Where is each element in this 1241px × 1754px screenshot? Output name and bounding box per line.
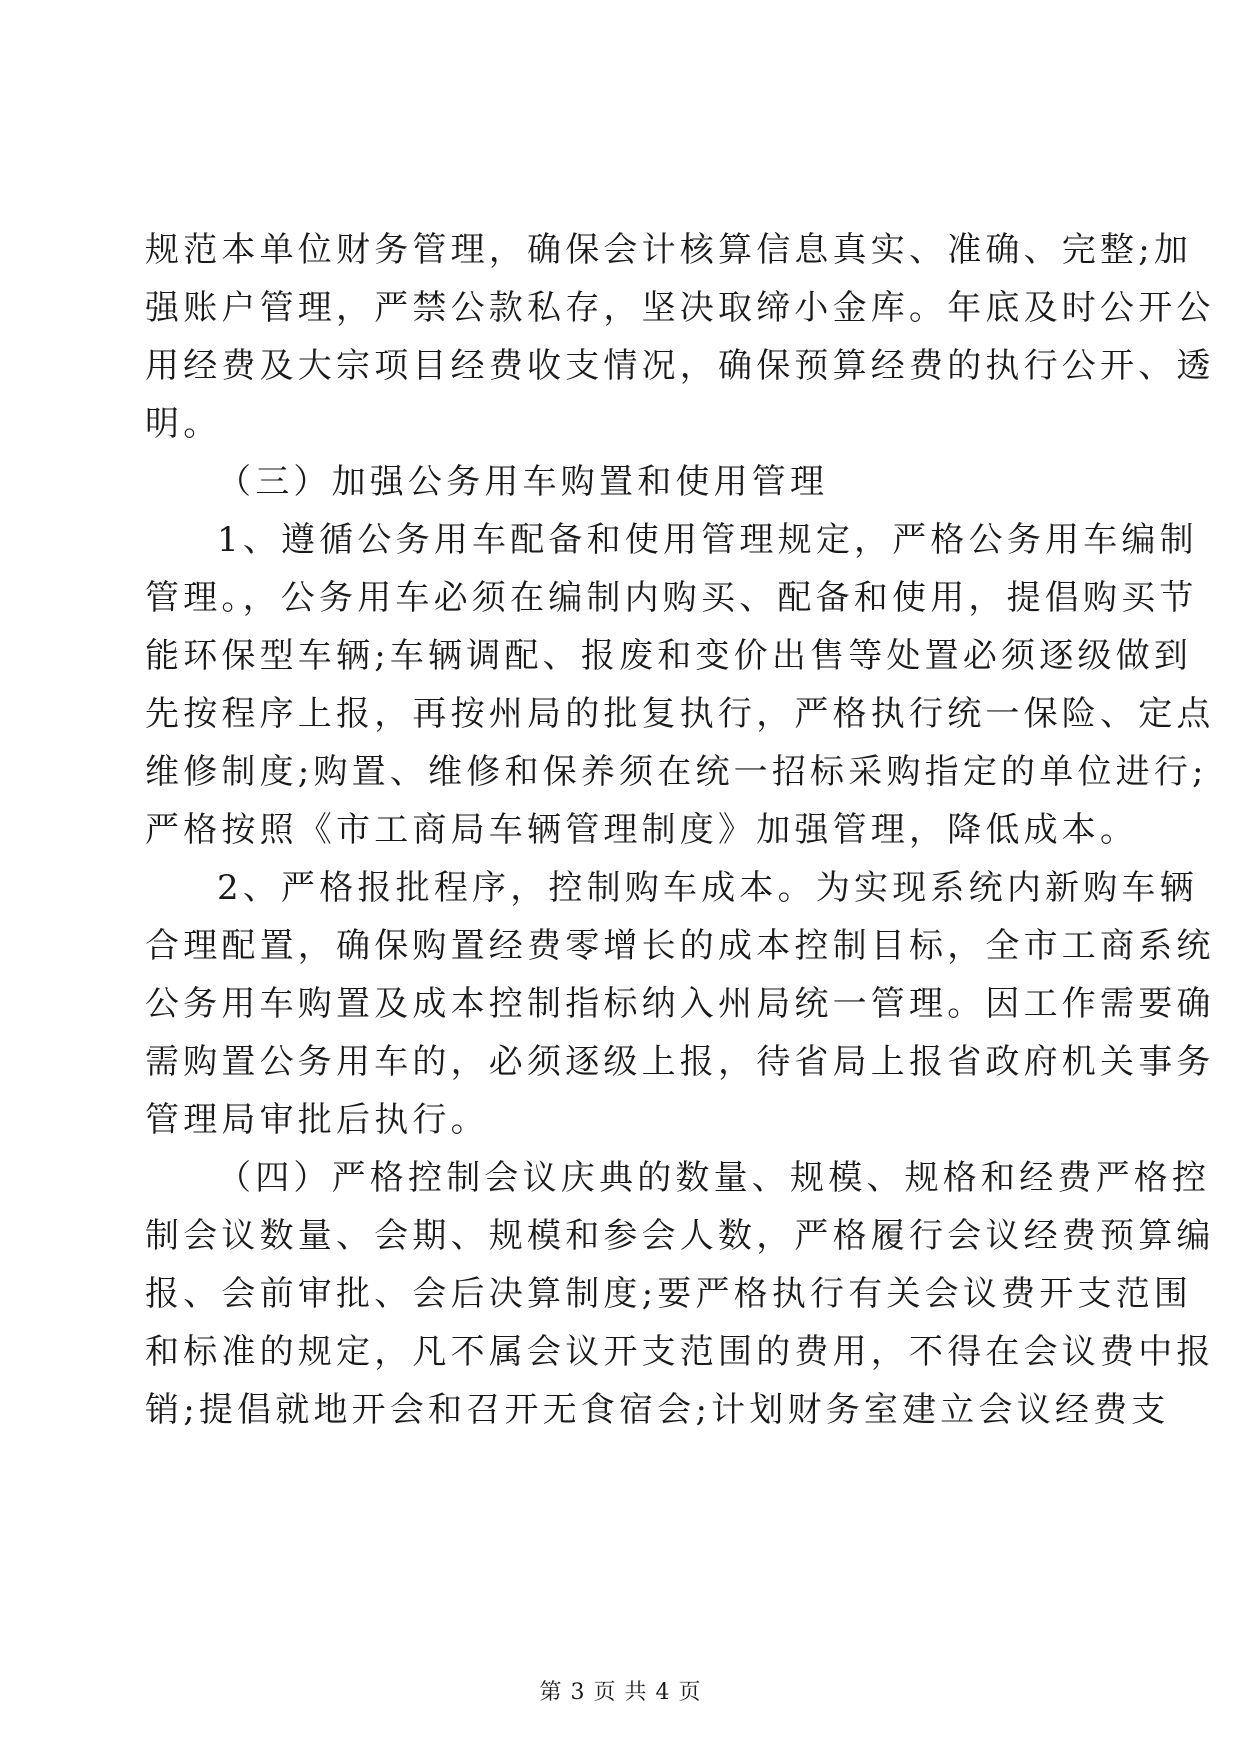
text-line: 合理配置，确保购置经费零增长的成本控制目标，全市工商系统 xyxy=(145,926,1215,966)
text-line: 报、会前审批、会后决算制度;要严格执行有关会议费开支范围 xyxy=(145,1274,1193,1314)
text-line: 能环保型车辆;车辆调配、报废和变价出售等处置必须逐级做到 xyxy=(145,636,1193,676)
text-line: 先按程序上报，再按州局的批复执行，严格执行统一保险、定点 xyxy=(145,694,1215,734)
text-line: 用经费及大宗项目经费收支情况，确保预算经费的执行公开、透 xyxy=(145,346,1215,386)
text-line: 规范本单位财务管理，确保会计核算信息真实、准确、完整;加 xyxy=(145,230,1193,270)
text-line: 需购置公务用车的，必须逐级上报，待省局上报省政府机关事务 xyxy=(145,1042,1215,1082)
text-line: 2、严格报批程序，控制购车成本。为实现系统内新购车辆 xyxy=(217,868,1198,908)
text-line: 强账户管理，严禁公款私存，坚决取缔小金库。年底及时公开公 xyxy=(145,288,1215,328)
text-line: 管理局审批后执行。 xyxy=(145,1100,489,1140)
text-line: 制会议数量、会期、规模和参会人数，严格履行会议经费预算编 xyxy=(145,1216,1215,1256)
section-heading: （三）加强公务用车购置和使用管理 xyxy=(217,462,829,502)
section-heading: （四）严格控制会议庆典的数量、规模、规格和经费严格控 xyxy=(217,1158,1211,1198)
text-line: 严格按照《市工商局车辆管理制度》加强管理，降低成本。 xyxy=(145,810,1139,850)
text-line: 管理。，公务用车必须在编制内购买、配备和使用，提倡购买节 xyxy=(145,578,1198,618)
text-line: 明。 xyxy=(145,404,222,444)
text-line: 1、遵循公务用车配备和使用管理规定，严格公务用车编制 xyxy=(217,520,1198,560)
text-line: 公务用车购置及成本控制指标纳入州局统一管理。因工作需要确 xyxy=(145,984,1215,1024)
text-line: 维修制度;购置、维修和保养须在统一招标采购指定的单位进行; xyxy=(145,752,1208,792)
text-line: 销;提倡就地开会和召开无食宿会;计划财务室建立会议经费支 xyxy=(145,1390,1170,1430)
page-number-footer: 第 3 页 共 4 页 xyxy=(539,1680,702,1705)
text-line: 和标准的规定，凡不属会议开支范围的费用，不得在会议费中报 xyxy=(145,1332,1215,1372)
